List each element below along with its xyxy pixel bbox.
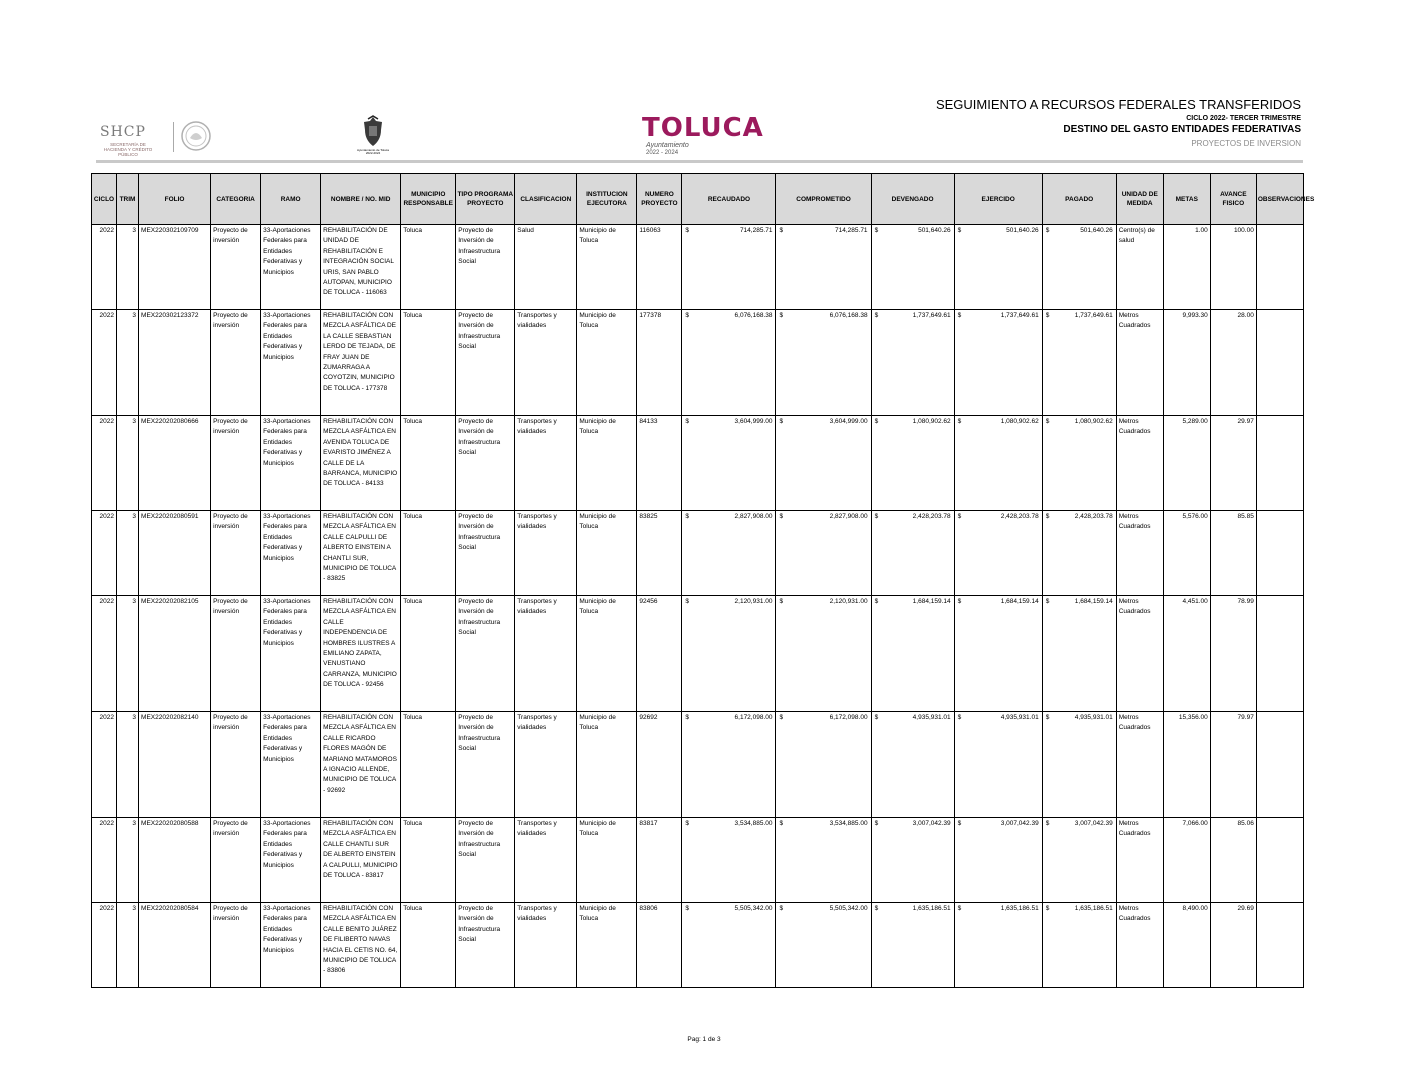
column-header: DEVENGADO bbox=[871, 174, 954, 225]
column-header: TIPO PROGRAMA PROYECTO bbox=[456, 174, 515, 225]
column-header: MUNICIPIO RESPONSABLE bbox=[401, 174, 456, 225]
table-row bbox=[92, 310, 1304, 416]
cell-folio: MEX220202082105 bbox=[139, 596, 211, 712]
cell-comprometido bbox=[776, 416, 871, 511]
cell-avance: 85.06 bbox=[1210, 818, 1256, 903]
cell-ramo: 33-Aportaciones Federales para Entidades Federativas y Municipios bbox=[261, 225, 321, 310]
cell-devengado bbox=[871, 416, 954, 511]
amount-recaudado: 3,604,999.00 bbox=[734, 418, 773, 425]
currency-symbol: $ bbox=[779, 905, 784, 912]
cell-ejercido bbox=[954, 225, 1042, 310]
amount-comprometido: 2,827,908.00 bbox=[829, 513, 868, 520]
column-header: NUMERO PROYECTO bbox=[637, 174, 682, 225]
currency-symbol: $ bbox=[874, 418, 879, 425]
national-seal-icon bbox=[180, 120, 212, 152]
cell-ciclo: 2022 bbox=[92, 596, 117, 712]
amount-pagado: 1,684,159.14 bbox=[1074, 598, 1113, 605]
cell-municipio: Toluca bbox=[401, 310, 456, 416]
cell-municipio: Toluca bbox=[401, 225, 456, 310]
currency-symbol: $ bbox=[779, 714, 784, 721]
cell-observaciones bbox=[1256, 511, 1303, 596]
column-header: COMPROMETIDO bbox=[776, 174, 871, 225]
cell-categoria: Proyecto de inversión bbox=[211, 712, 261, 818]
amount-pagado: 1,635,186.51 bbox=[1074, 905, 1113, 912]
currency-symbol: $ bbox=[779, 418, 784, 425]
cell-ejercido bbox=[954, 903, 1042, 988]
cell-pagado bbox=[1042, 818, 1116, 903]
cell-pagado bbox=[1042, 596, 1116, 712]
cell-folio: MEX220202080666 bbox=[139, 416, 211, 511]
cell-trim: 3 bbox=[117, 818, 139, 903]
cell-avance: 85.85 bbox=[1210, 511, 1256, 596]
cell-observaciones bbox=[1256, 596, 1303, 712]
cell-folio: MEX220202080588 bbox=[139, 818, 211, 903]
amount-recaudado: 6,076,168.38 bbox=[734, 312, 773, 319]
amount-comprometido: 6,172,098.00 bbox=[829, 714, 868, 721]
cell-comprometido bbox=[776, 818, 871, 903]
cell-pagado bbox=[1042, 310, 1116, 416]
cell-ciclo: 2022 bbox=[92, 903, 117, 988]
cell-folio: MEX220202082140 bbox=[139, 712, 211, 818]
cell-unidad: Metros Cuadrados bbox=[1116, 903, 1163, 988]
toluca-logo-word: TOLUCA bbox=[642, 113, 764, 143]
cell-numero: 177378 bbox=[637, 310, 682, 416]
currency-symbol: $ bbox=[1045, 598, 1050, 605]
currency-symbol: $ bbox=[1045, 418, 1050, 425]
currency-symbol: $ bbox=[779, 820, 784, 827]
currency-symbol: $ bbox=[957, 312, 962, 319]
column-header: UNIDAD DE MEDIDA bbox=[1116, 174, 1163, 225]
cell-comprometido bbox=[776, 511, 871, 596]
cell-institucion: Municipio de Toluca bbox=[577, 511, 637, 596]
cell-ejercido bbox=[954, 310, 1042, 416]
currency-symbol: $ bbox=[874, 312, 879, 319]
cell-trim: 3 bbox=[117, 903, 139, 988]
cell-ciclo: 2022 bbox=[92, 818, 117, 903]
cell-recaudado bbox=[682, 310, 776, 416]
cell-pagado bbox=[1042, 225, 1116, 310]
cell-ejercido bbox=[954, 818, 1042, 903]
toluca-logo bbox=[642, 113, 764, 160]
amount-ejercido: 1,635,186.51 bbox=[1000, 905, 1039, 912]
column-header: PAGADO bbox=[1042, 174, 1116, 225]
cell-pagado bbox=[1042, 712, 1116, 818]
column-header: NOMBRE / NO. MID bbox=[321, 174, 401, 225]
cell-observaciones bbox=[1256, 712, 1303, 818]
currency-symbol: $ bbox=[779, 227, 784, 234]
cell-institucion: Municipio de Toluca bbox=[577, 596, 637, 712]
cell-avance: 100.00 bbox=[1210, 225, 1256, 310]
currency-symbol: $ bbox=[685, 312, 690, 319]
cell-ramo: 33-Aportaciones Federales para Entidades Federativas y Municipios bbox=[261, 818, 321, 903]
cell-categoria: Proyecto de inversión bbox=[211, 903, 261, 988]
amount-devengado: 501,640.26 bbox=[918, 227, 951, 234]
cell-observaciones bbox=[1256, 310, 1303, 416]
ayuntamiento-crest-logo bbox=[357, 116, 389, 156]
currency-symbol: $ bbox=[957, 418, 962, 425]
table-body bbox=[92, 225, 1304, 988]
cell-nombre: REHABILITACIÓN CON MEZCLA ASFÁLTICA EN AVENIDA TOLUCA DE EVARISTO JIMÉNEZ A CALLE DE LA BARRANCA, MUNICIPIO DE TOLUCA - 84133 bbox=[321, 416, 401, 511]
currency-symbol: $ bbox=[874, 227, 879, 234]
report-subtitle: DESTINO DEL GASTO ENTIDADES FEDERATIVAS bbox=[1063, 124, 1301, 135]
cell-ciclo: 2022 bbox=[92, 712, 117, 818]
table-row bbox=[92, 712, 1304, 818]
cell-ejercido bbox=[954, 416, 1042, 511]
crest-caption: Ayuntamiento de Toluca 2022-2024 bbox=[357, 148, 389, 155]
column-header: RAMO bbox=[261, 174, 321, 225]
shcp-logo-divider bbox=[173, 122, 174, 152]
amount-recaudado: 3,534,885.00 bbox=[734, 820, 773, 827]
currency-symbol: $ bbox=[957, 227, 962, 234]
cell-categoria: Proyecto de inversión bbox=[211, 310, 261, 416]
cell-trim: 3 bbox=[117, 225, 139, 310]
cell-categoria: Proyecto de inversión bbox=[211, 511, 261, 596]
cell-clasificacion: Salud bbox=[515, 225, 577, 310]
crest-icon bbox=[360, 116, 386, 148]
cell-metas: 9,993.30 bbox=[1163, 310, 1210, 416]
amount-comprometido: 5,505,342.00 bbox=[829, 905, 868, 912]
cell-devengado bbox=[871, 596, 954, 712]
currency-symbol: $ bbox=[957, 905, 962, 912]
currency-symbol: $ bbox=[874, 598, 879, 605]
table-row bbox=[92, 225, 1304, 310]
cell-numero: 83817 bbox=[637, 818, 682, 903]
column-header: AVANCE FISICO bbox=[1210, 174, 1256, 225]
cell-tipo: Proyecto de Inversión de Infraestructura Social bbox=[456, 712, 515, 818]
cell-numero: 92692 bbox=[637, 712, 682, 818]
cell-municipio: Toluca bbox=[401, 416, 456, 511]
column-header: CLASIFICACION bbox=[515, 174, 577, 225]
cell-recaudado bbox=[682, 511, 776, 596]
cell-devengado bbox=[871, 225, 954, 310]
currency-symbol: $ bbox=[874, 820, 879, 827]
shcp-logo bbox=[96, 118, 226, 158]
cell-institucion: Municipio de Toluca bbox=[577, 416, 637, 511]
cell-tipo: Proyecto de Inversión de Infraestructura Social bbox=[456, 903, 515, 988]
cell-devengado bbox=[871, 310, 954, 416]
cell-pagado bbox=[1042, 416, 1116, 511]
cell-numero: 92456 bbox=[637, 596, 682, 712]
cell-trim: 3 bbox=[117, 416, 139, 511]
cell-categoria: Proyecto de inversión bbox=[211, 596, 261, 712]
cell-pagado bbox=[1042, 903, 1116, 988]
currency-symbol: $ bbox=[874, 714, 879, 721]
cell-recaudado bbox=[682, 818, 776, 903]
amount-devengado: 1,080,902.62 bbox=[912, 418, 951, 425]
cell-ramo: 33-Aportaciones Federales para Entidades Federativas y Municipios bbox=[261, 310, 321, 416]
amount-pagado: 2,428,203.78 bbox=[1074, 513, 1113, 520]
table-row bbox=[92, 596, 1304, 712]
cell-metas: 15,356.00 bbox=[1163, 712, 1210, 818]
cell-ramo: 33-Aportaciones Federales para Entidades Federativas y Municipios bbox=[261, 712, 321, 818]
cell-tipo: Proyecto de Inversión de Infraestructura Social bbox=[456, 225, 515, 310]
amount-devengado: 2,428,203.78 bbox=[912, 513, 951, 520]
amount-comprometido: 2,120,931.00 bbox=[829, 598, 868, 605]
cell-folio: MEX220202080584 bbox=[139, 903, 211, 988]
report-section: PROYECTOS DE INVERSION bbox=[1191, 139, 1301, 148]
cell-ramo: 33-Aportaciones Federales para Entidades Federativas y Municipios bbox=[261, 903, 321, 988]
amount-ejercido: 501,640.26 bbox=[1006, 227, 1039, 234]
amount-recaudado: 714,285.71 bbox=[739, 227, 773, 234]
cell-ramo: 33-Aportaciones Federales para Entidades Federativas y Municipios bbox=[261, 416, 321, 511]
amount-pagado: 501,640.26 bbox=[1080, 227, 1113, 234]
cell-unidad: Metros Cuadrados bbox=[1116, 596, 1163, 712]
cell-metas: 1.00 bbox=[1163, 225, 1210, 310]
cell-trim: 3 bbox=[117, 310, 139, 416]
table-row bbox=[92, 416, 1304, 511]
column-header: METAS bbox=[1163, 174, 1210, 225]
cell-clasificacion: Transportes y vialidades bbox=[515, 310, 577, 416]
cell-comprometido bbox=[776, 225, 871, 310]
cell-avance: 28.00 bbox=[1210, 310, 1256, 416]
currency-symbol: $ bbox=[1045, 714, 1050, 721]
cell-ciclo: 2022 bbox=[92, 310, 117, 416]
amount-devengado: 4,935,931.01 bbox=[912, 714, 951, 721]
cell-comprometido bbox=[776, 596, 871, 712]
cell-ciclo: 2022 bbox=[92, 416, 117, 511]
cell-clasificacion: Transportes y vialidades bbox=[515, 818, 577, 903]
cell-municipio: Toluca bbox=[401, 511, 456, 596]
cell-tipo: Proyecto de Inversión de Infraestructura Social bbox=[456, 818, 515, 903]
cell-unidad: Metros Cuadrados bbox=[1116, 818, 1163, 903]
amount-comprometido: 6,076,168.38 bbox=[829, 312, 868, 319]
shcp-logo-subtext: SECRETARÍA DE HACIENDA Y CRÉDITO PÚBLICO bbox=[103, 142, 153, 157]
cell-avance: 79.97 bbox=[1210, 712, 1256, 818]
cell-recaudado bbox=[682, 225, 776, 310]
cell-categoria: Proyecto de inversión bbox=[211, 225, 261, 310]
cell-metas: 4,451.00 bbox=[1163, 596, 1210, 712]
cell-trim: 3 bbox=[117, 511, 139, 596]
cell-unidad: Metros Cuadrados bbox=[1116, 310, 1163, 416]
currency-symbol: $ bbox=[685, 418, 690, 425]
cell-municipio: Toluca bbox=[401, 818, 456, 903]
amount-devengado: 1,684,159.14 bbox=[912, 598, 951, 605]
report-cycle: CICLO 2022- TERCER TRIMESTRE bbox=[1186, 115, 1301, 122]
column-header: TRIM bbox=[117, 174, 139, 225]
amount-comprometido: 714,285.71 bbox=[835, 227, 868, 234]
cell-tipo: Proyecto de Inversión de Infraestructura Social bbox=[456, 416, 515, 511]
cell-institucion: Municipio de Toluca bbox=[577, 310, 637, 416]
cell-nombre: REHABILITACIÓN CON MEZCLA ASFÁLTICA EN CALLE RICARDO FLORES MAGÓN DE MARIANO MATAMOROS A IGNACIO ALLENDE, MUNICIPIO DE TOLUCA - 92692 bbox=[321, 712, 401, 818]
cell-folio: MEX220302109709 bbox=[139, 225, 211, 310]
currency-symbol: $ bbox=[685, 905, 690, 912]
amount-ejercido: 2,428,203.78 bbox=[1000, 513, 1039, 520]
cell-nombre: REHABILITACIÓN CON MEZCLA ASFÁLTICA EN CALLE CALPULLI DE ALBERTO EINSTEIN A CHANTLI SUR, MUNICIPIO DE TOLUCA - 83825 bbox=[321, 511, 401, 596]
amount-recaudado: 2,120,931.00 bbox=[734, 598, 773, 605]
cell-folio: MEX220202080591 bbox=[139, 511, 211, 596]
amount-ejercido: 1,737,649.61 bbox=[1000, 312, 1039, 319]
cell-trim: 3 bbox=[117, 712, 139, 818]
cell-tipo: Proyecto de Inversión de Infraestructura Social bbox=[456, 511, 515, 596]
amount-pagado: 1,080,902.62 bbox=[1074, 418, 1113, 425]
cell-clasificacion: Transportes y vialidades bbox=[515, 596, 577, 712]
cell-nombre: REHABILITACIÓN CON MEZCLA ASFÁLTICA EN CALLE INDEPENDENCIA DE HOMBRES ILUSTRES A EMILIANO ZAPATA, VENUSTIANO CARRANZA, MUNICIPIO DE TOLUCA - 92456 bbox=[321, 596, 401, 712]
cell-institucion: Municipio de Toluca bbox=[577, 818, 637, 903]
amount-recaudado: 5,505,342.00 bbox=[734, 905, 773, 912]
amount-devengado: 1,635,186.51 bbox=[912, 905, 951, 912]
table-row bbox=[92, 903, 1304, 988]
projects-table bbox=[91, 173, 1315, 988]
cell-observaciones bbox=[1256, 416, 1303, 511]
cell-ejercido bbox=[954, 712, 1042, 818]
amount-devengado: 3,007,042.39 bbox=[912, 820, 951, 827]
currency-symbol: $ bbox=[957, 820, 962, 827]
amount-recaudado: 6,172,098.00 bbox=[734, 714, 773, 721]
cell-ejercido bbox=[954, 511, 1042, 596]
currency-symbol: $ bbox=[685, 513, 690, 520]
cell-categoria: Proyecto de inversión bbox=[211, 818, 261, 903]
cell-nombre: REHABILITACIÓN CON MEZCLA ASFÁLTICA EN CALLE BENITO JUÁREZ DE FILIBERTO NAVAS HACIA EL CETIS NO. 64, MUNICIPIO DE TOLUCA - 83806 bbox=[321, 903, 401, 988]
page-number: Pag: 1 de 3 bbox=[687, 1036, 721, 1043]
cell-observaciones bbox=[1256, 818, 1303, 903]
cell-tipo: Proyecto de Inversión de Infraestructura Social bbox=[456, 310, 515, 416]
amount-pagado: 4,935,931.01 bbox=[1074, 714, 1113, 721]
table-row bbox=[92, 511, 1304, 596]
amount-ejercido: 1,080,902.62 bbox=[1000, 418, 1039, 425]
cell-numero: 116063 bbox=[637, 225, 682, 310]
currency-symbol: $ bbox=[685, 714, 690, 721]
cell-pagado bbox=[1042, 511, 1116, 596]
currency-symbol: $ bbox=[1045, 513, 1050, 520]
cell-unidad: Metros Cuadrados bbox=[1116, 511, 1163, 596]
cell-clasificacion: Transportes y vialidades bbox=[515, 903, 577, 988]
cell-institucion: Municipio de Toluca bbox=[577, 903, 637, 988]
cell-devengado bbox=[871, 818, 954, 903]
cell-ramo: 33-Aportaciones Federales para Entidades Federativas y Municipios bbox=[261, 596, 321, 712]
currency-symbol: $ bbox=[957, 598, 962, 605]
cell-avance: 29.97 bbox=[1210, 416, 1256, 511]
cell-avance: 29.69 bbox=[1210, 903, 1256, 988]
table-row bbox=[92, 818, 1304, 903]
table-header-row bbox=[92, 174, 1304, 225]
cell-trim: 3 bbox=[117, 596, 139, 712]
cell-ciclo: 2022 bbox=[92, 511, 117, 596]
amount-comprometido: 3,534,885.00 bbox=[829, 820, 868, 827]
cell-institucion: Municipio de Toluca bbox=[577, 712, 637, 818]
cell-recaudado bbox=[682, 416, 776, 511]
cell-comprometido bbox=[776, 903, 871, 988]
currency-symbol: $ bbox=[779, 513, 784, 520]
cell-metas: 5,289.00 bbox=[1163, 416, 1210, 511]
cell-ejercido bbox=[954, 596, 1042, 712]
amount-comprometido: 3,604,999.00 bbox=[829, 418, 868, 425]
cell-clasificacion: Transportes y vialidades bbox=[515, 416, 577, 511]
cell-metas: 7,066.00 bbox=[1163, 818, 1210, 903]
amount-ejercido: 1,684,159.14 bbox=[1000, 598, 1039, 605]
cell-clasificacion: Transportes y vialidades bbox=[515, 712, 577, 818]
cell-categoria: Proyecto de inversión bbox=[211, 416, 261, 511]
currency-symbol: $ bbox=[779, 312, 784, 319]
currency-symbol: $ bbox=[779, 598, 784, 605]
cell-observaciones bbox=[1256, 225, 1303, 310]
cell-nombre: REHABILITACIÓN CON MEZCLA ASFÁLTICA EN CALLE CHANTLI SUR DE ALBERTO EINSTEIN A CALPULLI, MUNICIPIO DE TOLUCA - 83817 bbox=[321, 818, 401, 903]
column-header: RECAUDADO bbox=[682, 174, 776, 225]
cell-municipio: Toluca bbox=[401, 596, 456, 712]
currency-symbol: $ bbox=[874, 905, 879, 912]
column-header: EJERCIDO bbox=[954, 174, 1042, 225]
column-header: FOLIO bbox=[139, 174, 211, 225]
column-header: OBSERVACIONES bbox=[1256, 174, 1303, 225]
amount-pagado: 3,007,042.39 bbox=[1074, 820, 1113, 827]
currency-symbol: $ bbox=[957, 714, 962, 721]
currency-symbol: $ bbox=[1045, 227, 1050, 234]
amount-pagado: 1,737,649.61 bbox=[1074, 312, 1113, 319]
amount-ejercido: 3,007,042.39 bbox=[1000, 820, 1039, 827]
amount-ejercido: 4,935,931.01 bbox=[1000, 714, 1039, 721]
currency-symbol: $ bbox=[685, 598, 690, 605]
column-header: INSTITUCION EJECUTORA bbox=[577, 174, 637, 225]
cell-nombre: REHABILITACIÓN DE UNIDAD DE REHABILITACIÓN E INTEGRACIÓN SOCIAL URIS, SAN PABLO AUTOPAN, MUNICIPIO DE TOLUCA - 116063 bbox=[321, 225, 401, 310]
currency-symbol: $ bbox=[1045, 905, 1050, 912]
cell-metas: 5,576.00 bbox=[1163, 511, 1210, 596]
currency-symbol: $ bbox=[1045, 820, 1050, 827]
cell-ramo: 33-Aportaciones Federales para Entidades Federativas y Municipios bbox=[261, 511, 321, 596]
cell-folio: MEX220302123372 bbox=[139, 310, 211, 416]
cell-comprometido bbox=[776, 310, 871, 416]
cell-tipo: Proyecto de Inversión de Infraestructura Social bbox=[456, 596, 515, 712]
cell-institucion: Municipio de Toluca bbox=[577, 225, 637, 310]
cell-recaudado bbox=[682, 903, 776, 988]
shcp-logo-text: SHCP bbox=[100, 124, 146, 140]
amount-recaudado: 2,827,908.00 bbox=[734, 513, 773, 520]
cell-unidad: Centro(s) de salud bbox=[1116, 225, 1163, 310]
currency-symbol: $ bbox=[685, 820, 690, 827]
currency-symbol: $ bbox=[1045, 312, 1050, 319]
column-header: CICLO bbox=[92, 174, 117, 225]
cell-municipio: Toluca bbox=[401, 712, 456, 818]
cell-comprometido bbox=[776, 712, 871, 818]
cell-municipio: Toluca bbox=[401, 903, 456, 988]
amount-devengado: 1,737,649.61 bbox=[912, 312, 951, 319]
cell-numero: 83825 bbox=[637, 511, 682, 596]
report-title: SEGUIMIENTO A RECURSOS FEDERALES TRANSFERIDOS bbox=[935, 97, 1301, 112]
currency-symbol: $ bbox=[874, 513, 879, 520]
cell-metas: 8,490.00 bbox=[1163, 903, 1210, 988]
toluca-logo-sub: Ayuntamiento bbox=[646, 142, 689, 149]
cell-observaciones bbox=[1256, 903, 1303, 988]
cell-avance: 78.99 bbox=[1210, 596, 1256, 712]
currency-symbol: $ bbox=[957, 513, 962, 520]
cell-unidad: Metros Cuadrados bbox=[1116, 712, 1163, 818]
cell-recaudado bbox=[682, 596, 776, 712]
cell-numero: 84133 bbox=[637, 416, 682, 511]
cell-devengado bbox=[871, 712, 954, 818]
cell-recaudado bbox=[682, 712, 776, 818]
cell-clasificacion: Transportes y vialidades bbox=[515, 511, 577, 596]
toluca-logo-years: 2022 - 2024 bbox=[646, 150, 679, 156]
cell-devengado bbox=[871, 903, 954, 988]
header-rule bbox=[96, 160, 1303, 163]
cell-numero: 83806 bbox=[637, 903, 682, 988]
cell-nombre: REHABILITACIÓN CON MEZCLA ASFÁLTICA DE LA CALLE SEBASTIAN LERDO DE TEJADA, DE FRAY JUAN DE ZUMARRAGA A COYOTZIN, MUNICIPIO DE TOLUCA - 177378 bbox=[321, 310, 401, 416]
cell-ciclo: 2022 bbox=[92, 225, 117, 310]
currency-symbol: $ bbox=[685, 227, 690, 234]
column-header: CATEGORIA bbox=[211, 174, 261, 225]
cell-unidad: Metros Cuadrados bbox=[1116, 416, 1163, 511]
cell-devengado bbox=[871, 511, 954, 596]
